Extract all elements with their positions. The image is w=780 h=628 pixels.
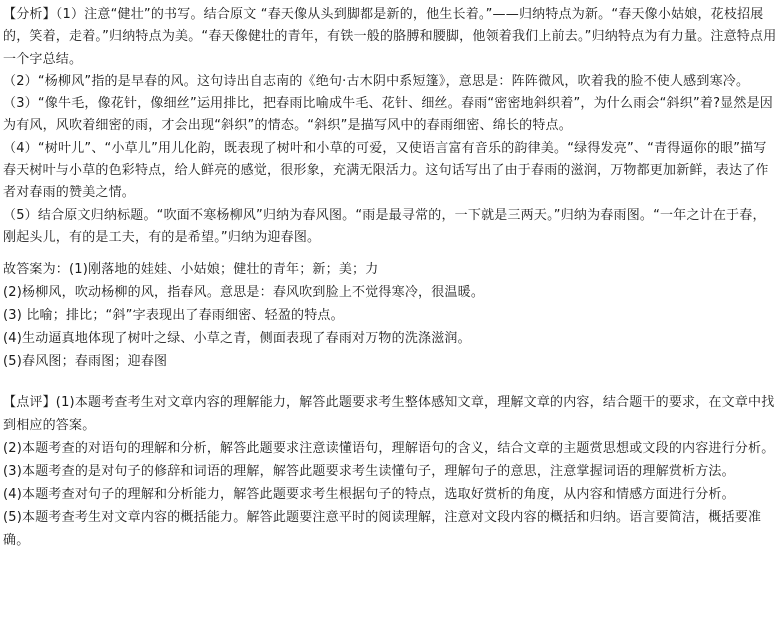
analysis-paragraph-1: 【分析】（1）注意“健壮”的书写。结合原文 “春天像从头到脚都是新的，他生长着。”——归纳特点为新。“春天像小姑娘，花枝招展的，笑着，走着。”归纳特点为美。“春天像健壮的青年，有铁一般的胳膊和腰脚，他领着我们上前去。”归纳特点为有力量。注意特点用一个字总结。	[3, 7, 777, 67]
analysis-paragraph-5: （5）结合原文归纳标题。“吹面不寒杨柳风”归纳为春风图。“雨是最寻常的，一下就是三两天。”归纳为春雨图。“一年之计在于春，刚起头儿，有的是工夫，有的是希望。”归纳为迎春图。	[3, 207, 766, 245]
review-paragraph-4: (4)本题考查对句子的理解和分析能力，解答此题要求考生根据句子的特点，选取好赏析的角度，从内容和情感方面进行分析。	[3, 487, 735, 503]
answer-item-5: (5)春风图；春雨图；迎春图	[3, 354, 168, 370]
answer-item-3: (3) 比喻；排比；“斜”字表现出了春雨细密、轻盈的特点。	[3, 308, 344, 324]
review-paragraph-5: (5)本题考查考生对文章内容的概括能力。解答此题要注意平时的阅读理解，注意对文段内容的概括和归纳。语言要简洁，概括要准确。	[3, 510, 762, 549]
analysis-paragraph-2: （2）“杨柳风”指的是早春的风。这句诗出自志南的《绝句·古木阴中系短篷》，意思是：阵阵微风，吹着我的脸不使人感到寒冷。	[3, 73, 750, 89]
answers-intro: 故答案为：(1)刚落地的娃娃、小姑娘；健壮的青年；新；美；力	[3, 262, 379, 278]
review-paragraph-1: 【点评】(1)本题考查考生对文章内容的理解能力，解答此题要求考生整体感知文章，理解文章的内容，结合题干的要求，在文章中找到相应的答案。	[3, 395, 775, 434]
review-paragraph-3: (3)本题考查的是对句子的修辞和词语的理解，解答此题要求考生读懂句子，理解句子的意思，注意掌握词语的理解赏析方法。	[3, 464, 735, 480]
spacer	[3, 249, 777, 258]
review-section	[3, 391, 777, 552]
answer-item-2: (2)杨柳风，吹动杨柳的风，指春风。意思是：春风吹到脸上不觉得寒冷，很温暖。	[3, 285, 485, 301]
spacer	[3, 373, 777, 391]
analysis-section	[3, 4, 777, 249]
analysis-paragraph-3: （3）“像牛毛，像花针，像细丝”运用排比，把春雨比喻成牛毛、花针、细丝。春雨“密密地斜织着”，为什么雨会“斜织”着?显然是因为有风，风吹着细密的雨，才会出现“斜织”的情态。“斜织”是描写风中的春雨细密、绵长的特点。	[3, 96, 773, 134]
analysis-paragraph-4: （4）“树叶儿”、“小草儿”用儿化韵，既表现了树叶和小草的可爱，又使语言富有音乐的韵律美。“绿得发亮”、“青得逼你的眼”描写春天树叶与小草的色彩特点，给人鲜亮的感觉，很形象，充满无限活力。这句话写出了由于春雨的滋润，万物都更加新鲜，表达了作者对春雨的赞美之情。	[3, 140, 769, 201]
answer-item-4: (4)生动逼真地体现了树叶之绿、小草之青，侧面表现了春雨对万物的洗涤滋润。	[3, 331, 471, 347]
review-paragraph-2: (2)本题考查的对语句的理解和分析，解答此题要求注意读懂语句，理解语句的含义，结合文章的主题赏思想或文段的内容进行分析。	[3, 441, 775, 457]
explanation-document	[3, 4, 777, 552]
answers-section	[3, 258, 777, 373]
